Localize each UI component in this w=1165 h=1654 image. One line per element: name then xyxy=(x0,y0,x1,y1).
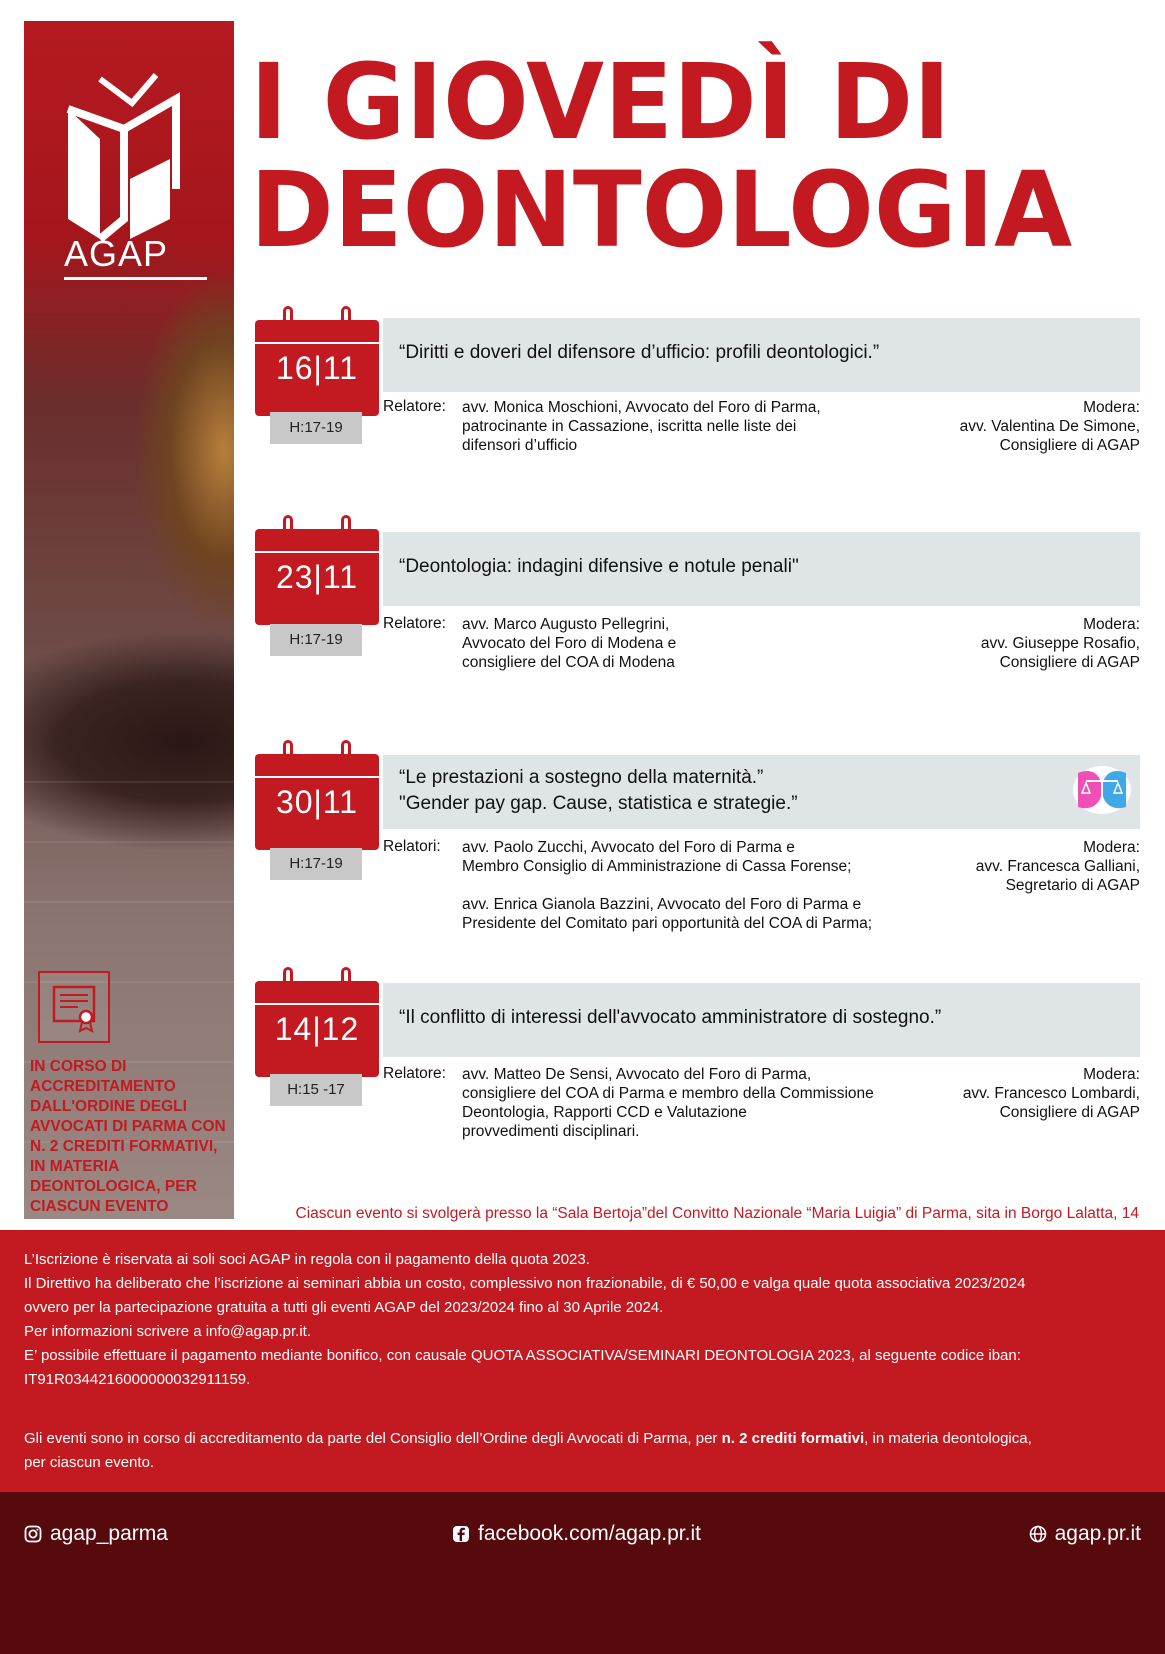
speaker-line: patrocinante in Cassazione, iscritta nelle liste dei xyxy=(462,418,797,435)
event-hour: H:15 -17 xyxy=(270,1074,362,1106)
info-line: Per informazioni scrivere a info@agap.pr.it. xyxy=(24,1323,312,1340)
speaker-info xyxy=(462,398,821,455)
info-line: Il Direttivo ha deliberato che l’iscrizione ai seminari abbia un costo, complessivo non frazionabile, di € 50,00 e valga quale quota associativa 2023/2024 xyxy=(24,1275,1026,1292)
moderator-line: Consigliere di AGAP xyxy=(999,437,1140,454)
role-label: Relatore: xyxy=(383,1065,446,1082)
moderator-line: avv. Giuseppe Rosafio, xyxy=(980,635,1140,652)
speaker-line: consigliere del COA di Modena xyxy=(462,654,675,671)
speaker-line: provvedimenti disciplinari. xyxy=(462,1123,640,1140)
justice-scales-icon xyxy=(1072,765,1132,815)
logo-text: AGAP xyxy=(64,233,169,274)
speaker-line: consigliere del COA di Parma e membro della Commissione xyxy=(462,1085,874,1102)
info-line: ovvero per la partecipazione gratuita a tutti gli eventi AGAP del 2023/2024 fino al 30 Aprile 2024. xyxy=(24,1299,664,1316)
speaker-line: avv. Marco Augusto Pellegrini, xyxy=(462,616,670,633)
speaker-info xyxy=(462,838,872,933)
event-3 xyxy=(255,740,1140,940)
event-title-line: "Gender pay gap. Cause, statistica e strategie.” xyxy=(399,793,798,814)
event-title-band xyxy=(383,532,1140,606)
event-4 xyxy=(255,967,1140,1147)
facebook-icon xyxy=(452,1525,470,1543)
event-title-line: “Le prestazioni a sostegno della maternità.” xyxy=(399,767,764,788)
speaker-info xyxy=(462,615,676,672)
moderator-info xyxy=(963,1065,1140,1122)
page-title xyxy=(250,41,1123,271)
speaker-info xyxy=(462,1065,874,1141)
instagram-link[interactable] xyxy=(24,1522,168,1546)
info-text-segment: , in materia deontologica, xyxy=(864,1430,1032,1447)
speaker-line: avv. Enrica Gianola Bazzini, Avvocato del Foro di Parma e xyxy=(462,896,862,913)
globe-icon xyxy=(1029,1525,1047,1543)
accreditation-note: IN CORSO DI ACCREDITAMENTO DALL'ORDINE DEGLI AVVOCATI DI PARMA CON N. 2 CREDITI FORMATIVI, IN MATERIA DEONTOLOGICA, PER CIASCUN EVENTO xyxy=(30,1058,226,1215)
info-line: per ciascun evento. xyxy=(24,1454,155,1471)
speaker-line: Avvocato del Foro di Modena e xyxy=(462,635,677,652)
moderator-line: avv. Valentina De Simone, xyxy=(959,418,1140,435)
event-date: 16|11 xyxy=(275,350,359,386)
info-line: L’Iscrizione è riservata ai soli soci AGAP in regola con il pagamento della quota 2023. xyxy=(24,1251,590,1268)
title-line-2: DEONTOLOGIA xyxy=(250,149,1073,271)
speaker-line: Deontologia, Rapporti CCD e Valutazione xyxy=(462,1104,747,1121)
speaker-line: Membro Consiglio di Amministrazione di Cassa Forense; xyxy=(462,858,852,875)
moderator-line: avv. Francesca Galliani, xyxy=(975,858,1140,875)
moderator-info xyxy=(960,398,1140,455)
moderator-line: Consigliere di AGAP xyxy=(999,1104,1140,1121)
event-title-band xyxy=(383,983,1140,1057)
website-link[interactable] xyxy=(1029,1522,1141,1546)
speaker-line: Presidente del Comitato pari opportunità del COA di Parma; xyxy=(462,915,873,932)
event-title: “Deontologia: indagini difensive e notule penali" xyxy=(399,556,799,577)
event-hour: H:17-19 xyxy=(270,848,362,880)
info-text-segment: Gli eventi sono in corso di accreditamento da parte del Consiglio dell’Ordine degli Avvocati di Parma, per xyxy=(24,1430,722,1447)
facebook-link[interactable] xyxy=(452,1522,701,1546)
speaker-line: avv. Monica Moschioni, Avvocato del Foro di Parma, xyxy=(462,399,821,416)
event-date: 23|11 xyxy=(275,559,359,595)
speaker-line: avv. Paolo Zucchi, Avvocato del Foro di Parma e xyxy=(462,839,795,856)
title-line-1: I GIOVEDÌ DI xyxy=(250,41,951,163)
instagram-icon xyxy=(24,1525,42,1543)
event-title: “Diritti e doveri del difensore d’ufficio: profili deontologici.” xyxy=(399,342,880,363)
role-label: Relatori: xyxy=(383,838,441,855)
event-title-band xyxy=(383,755,1140,829)
footer xyxy=(0,1492,1165,1654)
speaker-line: difensori d’ufficio xyxy=(462,437,578,454)
moderator-line: Consigliere di AGAP xyxy=(999,654,1140,671)
side-photo-strip xyxy=(24,21,234,1219)
role-label: Relatore: xyxy=(383,398,446,415)
event-date: 14|12 xyxy=(274,1011,360,1047)
accreditation-info xyxy=(24,1427,1144,1475)
moderator-line: Modera: xyxy=(1083,616,1140,633)
moderator-line: Modera: xyxy=(1083,1066,1140,1083)
info-block xyxy=(0,1230,1165,1492)
calendar-icon xyxy=(255,306,379,416)
moderator-line: Modera: xyxy=(1083,839,1140,856)
facebook-url: facebook.com/agap.pr.it xyxy=(478,1522,701,1545)
moderator-line: Modera: xyxy=(1083,399,1140,416)
calendar-icon xyxy=(255,740,379,850)
event-title-band xyxy=(383,318,1140,392)
event-title xyxy=(399,765,798,817)
event-date: 30|11 xyxy=(275,784,359,820)
certificate-icon xyxy=(38,971,110,1043)
logo-underline xyxy=(64,277,207,280)
calendar-icon xyxy=(255,967,379,1077)
instagram-handle: agap_parma xyxy=(50,1522,168,1545)
role-label: Relatore: xyxy=(383,615,446,632)
event-hour: H:17-19 xyxy=(270,412,362,444)
event-title: “Il conflitto di interessi dell'avvocato amministratore di sostegno.” xyxy=(399,1007,942,1028)
moderator-info xyxy=(976,838,1140,895)
info-text xyxy=(24,1248,1144,1392)
event-1 xyxy=(255,306,1140,466)
info-line: E’ possibile effettuare il pagamento mediante bonifico, con causale QUOTA ASSOCIATIVA/SEMINARI DEONTOLOGIA 2023, al seguente codice iban: xyxy=(24,1347,1021,1364)
event-hour: H:17-19 xyxy=(270,624,362,656)
calendar-icon xyxy=(255,515,379,625)
info-line: IT91R0344216000000032911159. xyxy=(24,1371,251,1388)
moderator-info xyxy=(981,615,1140,672)
moderator-line: avv. Francesco Lombardi, xyxy=(962,1085,1140,1102)
speaker-line: avv. Matteo De Sensi, Avvocato del Foro di Parma, xyxy=(462,1066,812,1083)
info-text-bold: n. 2 crediti formativi xyxy=(721,1430,865,1447)
speaker-line xyxy=(462,876,872,895)
website-url: agap.pr.it xyxy=(1054,1522,1141,1545)
event-2 xyxy=(255,515,1140,675)
moderator-line: Segretario di AGAP xyxy=(1005,877,1140,894)
venue-note: Ciascun evento si svolgerà presso la “Sala Bertoja”del Convitto Nazionale “Maria Luigia” di Parma, sita in Borgo Lalatta, 14 xyxy=(295,1205,1139,1222)
